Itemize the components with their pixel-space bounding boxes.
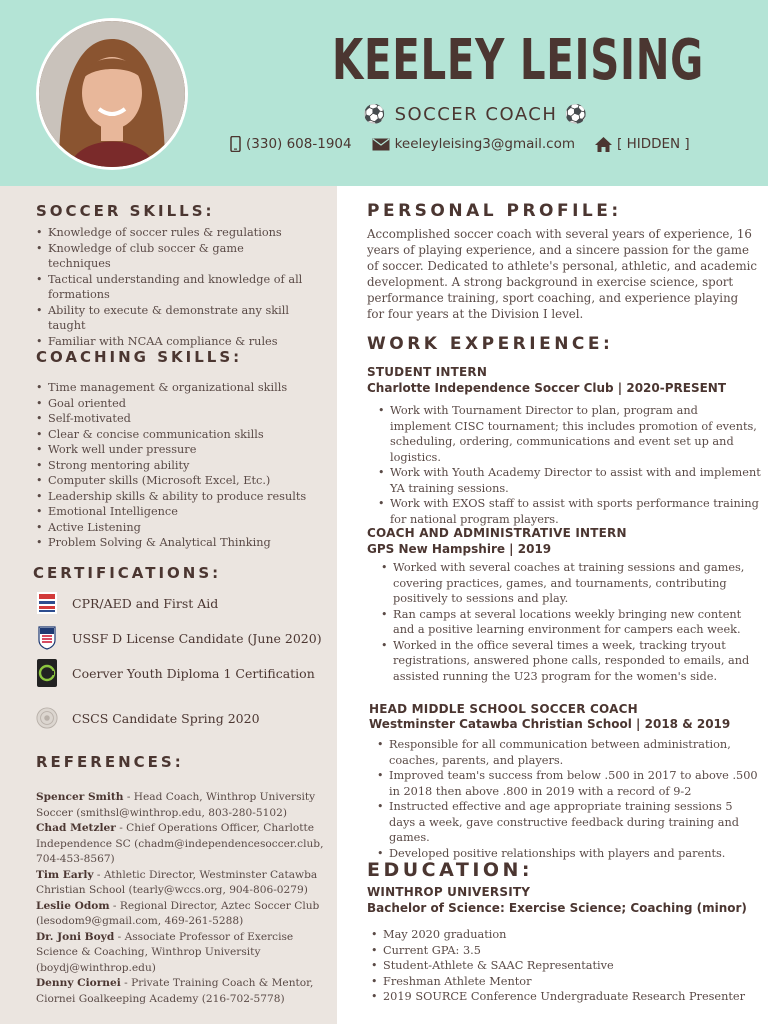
list-item: • Improved team's success from below .500 in 2017 to above .500 in 2018 then above .800 in 2019 with a record of 9-2 bbox=[377, 768, 761, 799]
list-item: • Tactical understanding and knowledge of all formations bbox=[36, 272, 306, 303]
job-position: COACH AND ADMINISTRATIVE INTERN bbox=[367, 526, 627, 540]
soccer-skills-list bbox=[36, 225, 306, 349]
envelope-icon bbox=[372, 138, 390, 151]
list-item: • Computer skills (Microsoft Excel, Etc.) bbox=[36, 473, 326, 489]
list-item: • May 2020 graduation bbox=[371, 927, 761, 943]
cert-item: Coerver Youth Diploma 1 Certification bbox=[36, 661, 315, 685]
reference-item: Denny Ciornei - Private Training Coach & Mentor, Ciornei Goalkeeping Academy (216-702-5778) bbox=[36, 977, 314, 1005]
education-heading: EDUCATION: bbox=[367, 859, 534, 881]
school-name: WINTHROP UNIVERSITY bbox=[367, 885, 531, 899]
reference-item: Dr. Joni Boyd - Associate Professor of Exercise Science & Coaching, Winthrop University (boydj@winthrop.edu) bbox=[36, 930, 294, 974]
header bbox=[0, 0, 768, 186]
email-contact[interactable]: keeleyleising3@gmail.com bbox=[372, 136, 575, 152]
list-item: • Responsible for all communication between administration, coaches, parents, and players. bbox=[377, 737, 761, 768]
job-duties bbox=[377, 737, 761, 861]
profile-heading: PERSONAL PROFILE: bbox=[367, 201, 622, 221]
job-duties bbox=[378, 403, 762, 527]
degree: Bachelor of Science: Exercise Science; Coaching (minor) bbox=[367, 901, 747, 915]
cert-item: CPR/AED and First Aid bbox=[36, 591, 218, 615]
soccer-skills-heading: SOCCER SKILLS: bbox=[36, 202, 215, 220]
list-item: • Student-Athlete & SAAC Representative bbox=[371, 958, 761, 974]
list-item: • Work with Youth Academy Director to assist with and implement YA training sessions. bbox=[378, 465, 762, 496]
list-item: • Work with EXOS staff to assist with sports performance training for national program players. bbox=[378, 496, 762, 527]
list-item: • Goal oriented bbox=[36, 396, 326, 412]
phone-contact: (330) 608-1904 bbox=[230, 136, 352, 152]
cert-item: CSCS Candidate Spring 2020 bbox=[36, 706, 260, 730]
profile-text: Accomplished soccer coach with several years of experience, 16 years of playing experience, and a sincere passion for the game of soccer. Dedicated to athlete's personal, athletic, and academic development. A strong background in exercise science, sport performance training, sport coaching, and experience playing for four years at the Division I level. bbox=[367, 227, 758, 321]
list-item: • Problem Solving & Analytical Thinking bbox=[36, 535, 326, 551]
list-item: • Freshman Athlete Mentor bbox=[371, 974, 761, 990]
list-item: • Instructed effective and age appropriate training sessions 5 days a week, gave constructive feedback during training and games. bbox=[377, 799, 761, 846]
soccer-ball-icon: ⚽ bbox=[564, 104, 589, 125]
work-experience-heading: WORK EXPERIENCE: bbox=[367, 334, 614, 354]
certifications-heading: CERTIFICATIONS: bbox=[33, 564, 222, 582]
coerver-logo-icon bbox=[36, 661, 58, 685]
reference-item: Spencer Smith - Head Coach, Winthrop University Soccer (smithsl@winthrop.edu, 803-280-5102) bbox=[36, 791, 316, 819]
profile-photo bbox=[36, 18, 188, 170]
contact-info bbox=[230, 136, 690, 152]
coaching-skills-list bbox=[36, 380, 326, 551]
job-organization: Westminster Catawba Christian School | 2018 & 2019 bbox=[369, 717, 731, 731]
list-item: • Worked with several coaches at training sessions and games, covering practices, games, and tournaments, contributing positively to sessions and play. bbox=[381, 560, 755, 607]
reference-item: Chad Metzler - Chief Operations Officer, Charlotte Independence SC (chadm@independencesoccer.club, 704-453-8567) bbox=[36, 822, 324, 865]
home-icon bbox=[595, 137, 612, 152]
cert-item: USSF D License Candidate (June 2020) bbox=[36, 626, 322, 650]
list-item: • Ran camps at several locations weekly bringing new content and a positive learning environment for campers each week. bbox=[381, 607, 755, 638]
job-duties bbox=[381, 560, 755, 684]
list-item: • Time management & organizational skills bbox=[36, 380, 326, 396]
us-soccer-crest-icon bbox=[36, 626, 58, 650]
soccer-ball-icon: ⚽ bbox=[363, 104, 388, 125]
list-item: • Active Listening bbox=[36, 520, 326, 536]
job-title: ⚽ SOCCER COACH ⚽ bbox=[363, 104, 589, 125]
list-item: • 2019 SOURCE Conference Undergraduate Research Presenter bbox=[371, 989, 761, 1005]
list-item: • Knowledge of soccer rules & regulations bbox=[36, 225, 306, 241]
job-position: HEAD MIDDLE SCHOOL SOCCER COACH bbox=[369, 702, 638, 716]
list-item: • Work with Tournament Director to plan, program and implement CISC tournament; this includes promotion of events, scheduling, ordering, communications and event set up and logistics. bbox=[378, 403, 762, 465]
list-item: • Emotional Intelligence bbox=[36, 504, 326, 520]
reference-item: Leslie Odom - Regional Director, Aztec Soccer Club (lesodom9@gmail.com, 469-261-5288) bbox=[36, 899, 320, 927]
nsca-seal-icon bbox=[36, 706, 58, 730]
references-list bbox=[36, 790, 336, 1007]
job-organization: Charlotte Independence Soccer Club | 2020-PRESENT bbox=[367, 381, 727, 395]
job-organization: GPS New Hampshire | 2019 bbox=[367, 542, 552, 556]
references-heading: REFERENCES: bbox=[36, 753, 184, 771]
list-item: • Self-motivated bbox=[36, 411, 326, 427]
list-item: • Worked in the office several times a week, tracking tryout registrations, answered phone calls, responded to emails, and assisted running the U23 program for the women's side. bbox=[381, 638, 755, 685]
red-cross-logo-icon bbox=[36, 591, 58, 615]
address-contact: [ HIDDEN ] bbox=[595, 136, 690, 152]
candidate-name: KEELEY LEISING bbox=[332, 28, 705, 93]
list-item: • Leadership skills & ability to produce results bbox=[36, 489, 326, 505]
list-item: • Strong mentoring ability bbox=[36, 458, 326, 474]
education-list bbox=[371, 927, 761, 1005]
list-item: • Clear & concise communication skills bbox=[36, 427, 326, 443]
sidebar bbox=[0, 186, 337, 1024]
list-item: • Knowledge of club soccer & game techniques bbox=[36, 241, 306, 272]
list-item: • Ability to execute & demonstrate any skill taught bbox=[36, 303, 306, 334]
list-item: • Current GPA: 3.5 bbox=[371, 943, 761, 959]
list-item: • Familiar with NCAA compliance & rules bbox=[36, 334, 306, 350]
list-item: • Developed positive relationships with players and parents. bbox=[377, 846, 761, 862]
main-column bbox=[337, 186, 768, 1024]
phone-icon bbox=[230, 136, 241, 152]
job-position: STUDENT INTERN bbox=[367, 365, 488, 379]
coaching-skills-heading: COACHING SKILLS: bbox=[36, 348, 243, 366]
list-item: • Work well under pressure bbox=[36, 442, 326, 458]
reference-item: Tim Early - Athletic Director, Westminster Catawba Christian School (tearly@wccs.org, 904-806-0279) bbox=[36, 868, 318, 896]
